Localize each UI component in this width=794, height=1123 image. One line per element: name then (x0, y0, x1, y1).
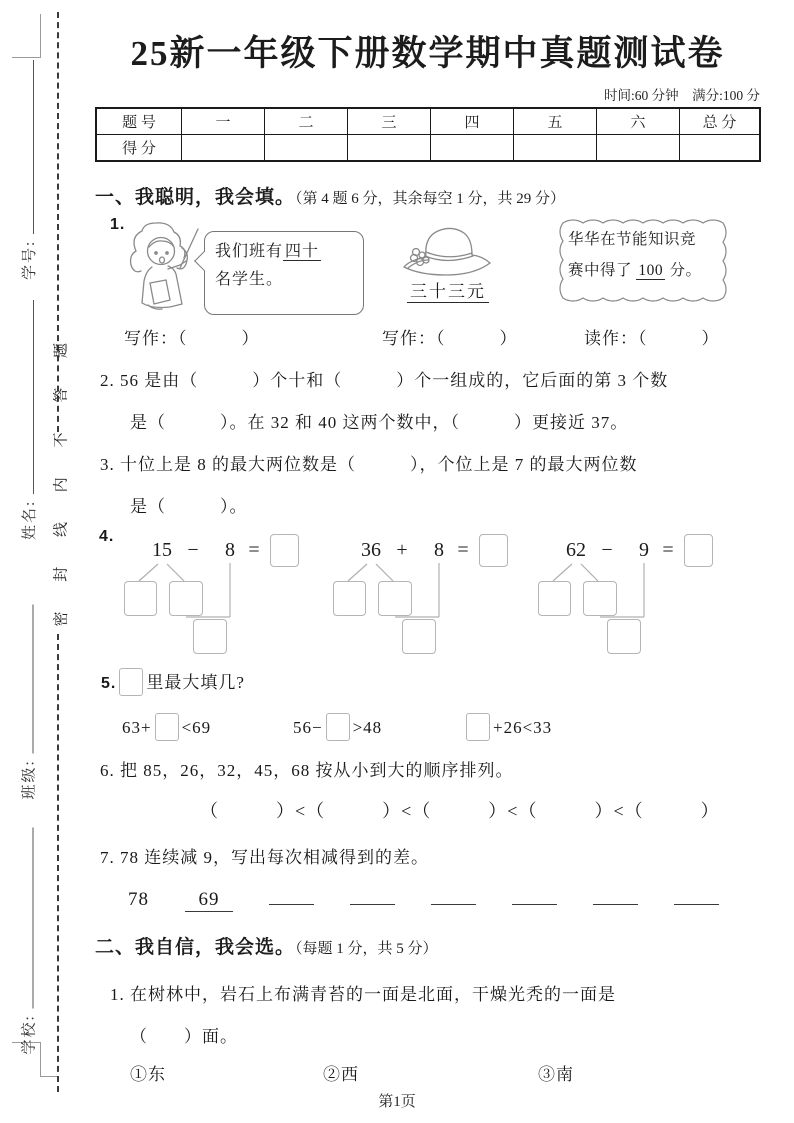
bond-part-box[interactable] (124, 581, 157, 616)
q3-line1: 3. 十位上是 8 的最大两位数是（ ），个位上是 7 的最大两位数 (100, 455, 638, 474)
hat-illustration (398, 224, 498, 278)
q7-blank-line[interactable] (512, 884, 557, 905)
page-number: 第1页 (378, 1094, 416, 1110)
score-label: 得 分 (96, 135, 182, 162)
score-table-cell: 题 号 (96, 108, 182, 135)
note-text (568, 224, 702, 286)
field-label: 班级: (21, 759, 38, 800)
hat-price-label (400, 277, 496, 302)
equals-sign: = (248, 539, 260, 561)
s2q1-option-b[interactable]: ②西 (323, 1065, 359, 1084)
fold-mark (40, 1042, 41, 1076)
seal-text: 密 封 线 内 不 答 题 (53, 329, 70, 627)
section2-heading-note: （每题 1 分，共 5 分） (295, 941, 438, 957)
score-table-cell: 二 (265, 108, 348, 135)
s2q1-line1: 1. 在树林中，岩石上布满青苔的一面是北面，干燥光秃的一面是 (110, 985, 616, 1004)
q7-line1: 7. 78 连续减 9，写出每次相减得到的差。 (100, 848, 429, 867)
number-bond (122, 526, 322, 658)
field-label: 姓名: (22, 499, 38, 540)
q4-number: 4. (99, 528, 115, 545)
section1-heading-note: （第 4 题 6 分，其余每空 1 分，共 29 分） (295, 191, 566, 207)
bond-answer-box[interactable] (479, 534, 508, 567)
q5-prompt (101, 668, 245, 696)
bond-answer-box[interactable] (684, 534, 713, 567)
note-text-post: 分。 (665, 262, 702, 279)
q7-blank-line[interactable] (350, 884, 395, 905)
section1-heading-text: 一、我聪明，我会填。 (95, 187, 296, 208)
q2-line1: 2. 56 是由（ ）个十和（ ）个一组成的，它后面的第 3 个数 (100, 371, 669, 390)
field-label: 学校: (21, 1014, 38, 1055)
q5-item-post: +26<33 (493, 718, 553, 737)
bond-operand2: 8 (225, 539, 235, 561)
q5-answer-box[interactable] (466, 713, 490, 741)
q7-first-difference: 69 (185, 889, 233, 912)
score-cell[interactable] (182, 135, 265, 162)
field-blank-line[interactable] (19, 605, 34, 754)
note-line2 (568, 255, 702, 286)
q5-item (122, 713, 211, 741)
s2q1-answer-slot[interactable]: （ ）面。 (130, 1027, 238, 1046)
score-table-cell: 六 (597, 108, 680, 135)
girl-illustration (124, 221, 204, 319)
hat-price-text: 三十三元 (407, 282, 489, 303)
field-class (18, 605, 40, 800)
q7-blank-line[interactable] (674, 884, 719, 905)
equals-sign: = (457, 539, 469, 561)
score-cell[interactable] (431, 135, 514, 162)
q5-item-pre: 63+ (122, 718, 152, 737)
speech-bubble-line1 (215, 238, 353, 266)
bond-part-box[interactable] (402, 619, 436, 654)
speech-bubble-line2: 名学生。 (215, 271, 284, 288)
bond-part-box[interactable] (607, 619, 641, 654)
seal-line (57, 634, 59, 1092)
q2-line2: 是（ ）。在 32 和 40 这两个数中，（ ）更接近 37。 (130, 413, 629, 432)
q5-item-post: >48 (352, 718, 383, 737)
q6-line1: 6. 把 85，26，32，45，68 按从小到大的顺序排列。 (100, 761, 514, 780)
q5-item-pre: 56− (293, 718, 323, 737)
q5-prompt-box[interactable] (119, 668, 143, 696)
score-table-cell: 总 分 (680, 108, 761, 135)
score-table-cell: 一 (182, 108, 265, 135)
q7-blank-line[interactable] (593, 884, 638, 905)
bond-operator: + (396, 539, 408, 561)
note-underlined-score: 100 (638, 262, 664, 279)
page-title: 25新一年级下册数学期中真题测试卷 (130, 34, 725, 73)
bond-operator: − (187, 539, 199, 561)
bond-operator: − (601, 539, 613, 561)
bond-operand2: 9 (639, 539, 649, 561)
s2q1-option-a[interactable]: ①东 (130, 1065, 166, 1084)
q1-answer-slot[interactable]: 写作：（ ） (124, 329, 260, 348)
bond-operand1: 62 (566, 539, 586, 561)
score-cell[interactable] (514, 135, 597, 162)
bond-part-box[interactable] (583, 581, 617, 616)
q5-item (293, 713, 382, 741)
fold-mark (12, 57, 40, 58)
score-cell[interactable] (348, 135, 431, 162)
speech-bubble (204, 231, 364, 315)
bubble-underlined-number: 四十 (285, 243, 320, 260)
q3-line2: 是（ ）。 (130, 497, 248, 516)
q7-start-number: 78 (128, 889, 149, 910)
q1-number: 1. (110, 216, 126, 233)
bond-part-box[interactable] (378, 581, 412, 616)
q5-answer-box[interactable] (326, 713, 350, 741)
score-table-cell: 三 (348, 108, 431, 135)
number-bond (536, 526, 736, 658)
fold-mark (40, 14, 41, 58)
s2q1-option-c[interactable]: ③南 (538, 1065, 574, 1084)
section1-heading (95, 182, 565, 209)
bond-operand1: 36 (361, 539, 381, 561)
q1-answer-slot[interactable]: 写作：（ ） (382, 329, 518, 348)
field-school (18, 828, 40, 1055)
field-blank-line[interactable] (19, 60, 34, 234)
score-cell[interactable] (265, 135, 348, 162)
number-bond (331, 526, 531, 658)
q7-blank-line[interactable] (431, 884, 476, 905)
score-table-cell: 四 (431, 108, 514, 135)
equals-sign: = (662, 539, 674, 561)
bond-part-box[interactable] (538, 581, 571, 616)
bond-operand1: 15 (152, 539, 172, 561)
q5-prompt-text: 里最大填几? (146, 673, 245, 692)
fold-mark (40, 1076, 58, 1077)
q5-item-post: <69 (181, 718, 212, 737)
q5-item (463, 713, 552, 741)
field-label: 学号: (22, 239, 38, 280)
bond-answer-box[interactable] (270, 534, 299, 567)
field-blank-line[interactable] (19, 300, 34, 494)
bond-operand2: 8 (434, 539, 444, 561)
q6-answer-row[interactable]: （ ）<（ ）<（ ）<（ ）<（ ） (200, 801, 720, 821)
competition-note-box (556, 214, 734, 306)
note-text-pre: 赛中得了 (568, 262, 637, 279)
q1-answer-slot[interactable]: 读作：（ ） (584, 329, 720, 348)
section2-heading-text: 二、我自信，我会选。 (95, 937, 296, 958)
field-student-id (18, 60, 40, 280)
q7-blanks (128, 884, 719, 912)
q7-blank-line[interactable] (269, 884, 314, 905)
score-cell[interactable] (597, 135, 680, 162)
q5-answer-box[interactable] (155, 713, 179, 741)
note-line1: 华华在节能知识竞 (568, 231, 697, 248)
q5-number: 5. (101, 675, 117, 692)
bond-part-box[interactable] (333, 581, 366, 616)
section2-heading (95, 932, 438, 959)
score-row (96, 135, 760, 162)
score-table-header-row (96, 108, 760, 135)
score-cell[interactable] (680, 135, 761, 162)
bond-part-box[interactable] (193, 619, 227, 654)
score-table-cell: 五 (514, 108, 597, 135)
bond-part-box[interactable] (169, 581, 203, 616)
field-blank-line[interactable] (19, 828, 34, 1009)
field-name (18, 300, 40, 540)
bubble-text: 我们班有 (215, 243, 284, 260)
score-table (95, 107, 761, 162)
exam-meta: 时间:60 分钟 满分:100 分 (603, 88, 760, 103)
